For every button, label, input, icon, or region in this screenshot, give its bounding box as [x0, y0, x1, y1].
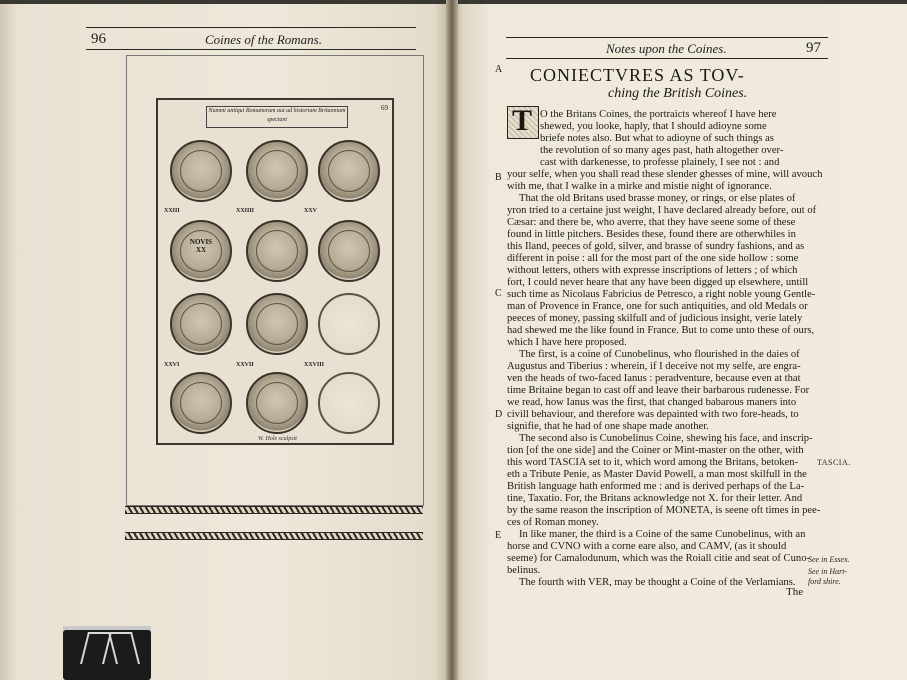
text-line: Cæsar: and there be, who averre, that they have seene some of these	[507, 217, 796, 228]
blank-coin	[318, 293, 380, 355]
marginal-note: ford shire.	[808, 577, 841, 586]
drop-capital	[507, 106, 539, 139]
plate-caption: Nummi antiqui Romanorum aut ad historiam Britanniam spectant	[206, 106, 348, 128]
margin-letter: D	[495, 409, 503, 420]
text-line: without letters, others with expresse inscriptions of letters ; of which	[507, 265, 798, 276]
text-line: yron tried to a certaine just weight, I have declared already before, out of	[507, 205, 817, 216]
row-label: XXVIII	[304, 362, 325, 368]
text-line: this Iland, peeces of gold, silver, and brasse of sundry fashions, and as	[507, 241, 805, 252]
book-gutter	[446, 0, 458, 680]
text-line: found in little pitchers. Besides these, found there are otherwhiles in	[507, 229, 796, 240]
coin-image	[318, 140, 380, 202]
text-line: this word TASCIA set to it, which word among the Britans, betoken-	[507, 457, 799, 468]
text-line: The second also is Cunobelinus Coine, shewing his face, and inscrip-	[519, 433, 813, 444]
text-line: with me, that I walke in a mirke and mistie night of ignorance.	[507, 181, 772, 192]
margin-letter: C	[495, 288, 502, 299]
margin-letter: B	[495, 172, 502, 183]
header-rule	[86, 27, 416, 28]
coin-image	[318, 220, 380, 282]
header-rule	[86, 49, 416, 50]
row-label: XXIIII	[236, 208, 255, 214]
engraver-signature: W. Hole sculpsit	[258, 436, 297, 442]
coin-image	[246, 140, 308, 202]
text-line: belinus.	[507, 565, 541, 576]
text-line: we read, how Ianus was the first, that changed babarous maners into	[507, 397, 797, 408]
plate-number: 69	[381, 104, 388, 112]
text-line: seeme) for Camalodunum, which was the Roiall citie and seat of Cuno-	[507, 553, 811, 564]
text-line: eth a Tribute Penie, as Master David Powell, a man most skilfull in the	[507, 469, 807, 480]
row-label: XXIII	[164, 208, 180, 214]
row-label: XXV	[304, 208, 317, 214]
text-line: fort, I could never heare that any have been digged up elsewhere, untill	[507, 277, 809, 288]
text-line: ven the heads of two-faced Ianus : peradventure, because even at that	[507, 373, 801, 384]
coin-image	[170, 372, 232, 434]
marginal-note: See in Essex.	[808, 555, 850, 564]
chapter-subtitle: ching the British Coines.	[608, 86, 748, 101]
text-line: such time as Nicolaus Fabricius de Petresco, a right noble young Gentle-	[507, 289, 816, 300]
coin-image	[170, 140, 232, 202]
text-line: horse and CVNO with a corne eare also, and CAMV, (as it should	[507, 541, 787, 552]
text-line: signifie, that he had of one shape made another.	[507, 421, 709, 432]
text-line: had shewed me the like found in France. But to come unto these of ours,	[507, 325, 815, 336]
text-line: tion [of the one side] and the Coiner or Mint-master on the other, with	[507, 445, 804, 456]
text-line: That the old Britans used brasse money, or rings, or else plates of	[519, 193, 796, 204]
blank-coin	[318, 372, 380, 434]
text-line: Augustus and Tiberius : wherein, if I deceive not my selfe, are engra-	[507, 361, 801, 372]
running-head: Coines of the Romans.	[205, 32, 322, 47]
text-line: briefe notes also. But what to adioyne of such things as	[540, 133, 774, 144]
text-line: In like maner, the third is a Coine of the same Cunobelinus, with an	[519, 529, 806, 540]
text-line: the revolution of so many ages past, hath altogether over-	[540, 145, 784, 156]
ornamental-border	[125, 532, 423, 540]
header-rule	[506, 58, 828, 59]
coin-legend: NOVIS	[189, 238, 213, 246]
text-line: which I have here proposed.	[507, 337, 627, 348]
text-line: ces of Roman money.	[507, 517, 599, 528]
text-line: your selfe, when you shall read these slender ghesses of mine, will avouch	[507, 169, 823, 180]
coin-plate	[156, 98, 394, 445]
marginal-note: TASCIA.	[817, 458, 851, 467]
text-line: The first, is a coine of Cunobelinus, who flourished in the daies of	[519, 349, 800, 360]
coin-image	[246, 293, 308, 355]
chapter-title: CONIECTVRES AS TOV-	[530, 65, 745, 85]
margin-letter: A	[495, 64, 503, 75]
coin-image	[246, 220, 308, 282]
text-line: shewed, you looke, haply, that I should adioyne some	[540, 121, 767, 132]
running-head: Notes upon the Coines.	[606, 41, 727, 56]
text-line: man of Provence in France, one for such antiquities, and old Medals or	[507, 301, 808, 312]
text-line: O the Britans Coines, the portraicts whereof I have here	[540, 109, 777, 120]
text-line: time Britaine began to cast off and leave their barbarous rudenesse. For	[507, 385, 810, 396]
catchword: The	[786, 586, 804, 598]
text-line: by the same reason the inscription of MONETA, is seene oft times in pee-	[507, 505, 821, 516]
text-line: British language hath enformed me : and is derived perhaps of the La-	[507, 481, 805, 492]
drop-capital-letter: T	[512, 104, 533, 137]
coin-image	[246, 372, 308, 434]
text-line: The fourth with VER, may be thought a Coine of the Verlamians.	[519, 577, 796, 588]
text-line: civill behaviour, and therefore was depainted with two fore-heads, to	[507, 409, 799, 420]
row-label: XXVI	[164, 362, 180, 368]
ornamental-border	[125, 506, 423, 514]
coin-legend: XX	[195, 246, 207, 254]
header-rule	[506, 37, 828, 38]
page-number: 97	[806, 40, 821, 56]
text-line: different in poise : all for the most part of the one side hollow : some	[507, 253, 799, 264]
marginal-note: See in Hart-	[808, 567, 848, 576]
coin-image	[170, 293, 232, 355]
text-line: peeces of money, passing skilfull and of judicious insight, verie lately	[507, 313, 803, 324]
text-line: cast with darkenesse, to professe plainely, I see not : and	[540, 157, 780, 168]
text-line: tine, Taxatio. For, the Britans acknowledge not X. for their letter. And	[507, 493, 803, 504]
row-label: XXVII	[236, 362, 254, 368]
margin-letter: E	[495, 530, 502, 541]
page-number: 96	[91, 31, 106, 47]
